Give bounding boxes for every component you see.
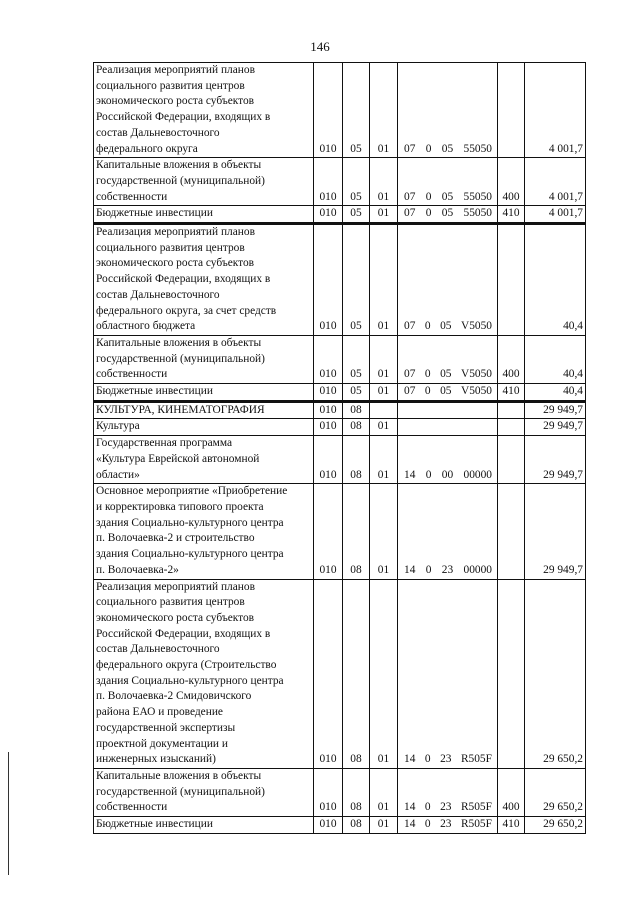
target-direction-code: 55050 — [463, 190, 492, 203]
target-program: 07 — [404, 142, 416, 155]
row-admin-code: 010 — [314, 817, 343, 834]
row-expense-type — [498, 419, 525, 436]
row-subsection-code: 01 — [370, 206, 398, 224]
table-row — [94, 158, 586, 206]
row-subsection-code: 01 — [370, 436, 398, 484]
table-row — [94, 335, 586, 383]
row-name: Капитальные вложения в объекты государственной (муниципальной) собственности — [94, 335, 314, 383]
target-subprogram: 0 — [425, 142, 432, 155]
row-name: Бюджетные инвестиции — [94, 817, 314, 834]
row-section-code: 05 — [343, 158, 370, 206]
target-direction-code: V5050 — [460, 368, 492, 381]
row-admin-code: 010 — [314, 224, 343, 336]
table-row — [94, 206, 586, 224]
target-program: 14 — [404, 818, 416, 831]
row-subsection-code: 01 — [370, 384, 398, 402]
target-subprogram: 0 — [424, 818, 431, 831]
margin-line — [8, 752, 9, 875]
table-row — [94, 401, 586, 419]
row-admin-code: 010 — [314, 579, 343, 768]
row-expense-type: 410 — [498, 817, 525, 834]
row-admin-code: 010 — [314, 484, 343, 579]
row-amount: 4 001,7 — [525, 206, 586, 224]
row-amount: 40,4 — [525, 335, 586, 383]
budget-table — [93, 62, 586, 834]
target-main-event: 23 — [441, 563, 454, 576]
target-direction-code: R505F — [460, 801, 492, 814]
target-program: 14 — [404, 563, 416, 576]
row-target-article — [398, 817, 498, 834]
row-amount: 29 949,7 — [525, 401, 586, 419]
row-expense-type: 410 — [498, 206, 525, 224]
target-main-event: 05 — [440, 385, 452, 398]
row-target-article — [398, 484, 498, 579]
row-expense-type — [498, 63, 525, 158]
row-amount: 4 001,7 — [525, 63, 586, 158]
row-subsection-code: 01 — [370, 335, 398, 383]
target-subprogram: 0 — [424, 320, 431, 333]
row-expense-type: 410 — [498, 384, 525, 402]
row-name: Реализация мероприятий планов социального развития центров экономического роста субъектов Российской Федерации, входящих в состав Дальневосточного федерального округа (Строительство здания Социально-культурного центра п. Волочаевка-2 Смидовичского района ЕАО и проведение государственной экспертизы проектной документации и инженерных изысканий) — [94, 579, 314, 768]
row-name: КУЛЬТУРА, КИНЕМАТОГРАФИЯ — [94, 401, 314, 419]
target-direction-code: 55050 — [463, 207, 492, 220]
row-admin-code: 010 — [314, 436, 343, 484]
row-expense-type — [498, 484, 525, 579]
table-row — [94, 63, 586, 158]
row-amount: 4 001,7 — [525, 158, 586, 206]
target-subprogram: 0 — [425, 207, 432, 220]
row-admin-code: 010 — [314, 158, 343, 206]
table-row — [94, 484, 586, 579]
row-subsection-code: 01 — [370, 419, 398, 436]
row-section-code: 08 — [343, 419, 370, 436]
row-amount: 29 650,2 — [525, 579, 586, 768]
row-subsection-code: 01 — [370, 63, 398, 158]
target-direction-code: R505F — [460, 818, 492, 831]
row-name: Капитальные вложения в объекты государственной (муниципальной) собственности — [94, 768, 314, 816]
row-subsection-code: 01 — [370, 224, 398, 336]
table-row — [94, 419, 586, 436]
table-row — [94, 579, 586, 768]
row-name: Бюджетные инвестиции — [94, 206, 314, 224]
table-row — [94, 817, 586, 834]
row-section-code: 08 — [343, 579, 370, 768]
target-direction-code: 00000 — [463, 563, 492, 576]
row-subsection-code: 01 — [370, 484, 398, 579]
row-target-article — [398, 206, 498, 224]
target-main-event: 23 — [440, 753, 452, 766]
row-name: Реализация мероприятий планов социального развития центров экономического роста субъектов Российской Федерации, входящих в состав Дальневосточного федерального округа, за счет средств областного бюджета — [94, 224, 314, 336]
target-main-event: 05 — [441, 207, 454, 220]
row-section-code: 08 — [343, 484, 370, 579]
row-admin-code: 010 — [314, 63, 343, 158]
row-section-code: 05 — [343, 224, 370, 336]
row-expense-type: 400 — [498, 158, 525, 206]
row-section-code: 05 — [343, 63, 370, 158]
target-direction-code: V5050 — [460, 320, 492, 333]
target-main-event: 23 — [440, 818, 452, 831]
row-name: Основное мероприятие «Приобретение и корректировка типового проекта здания Социально-культурного центра п. Волочаевка-2 и строительство здания Социально-культурного центра п. Волочаевка-2» — [94, 484, 314, 579]
budget-table-body — [94, 63, 586, 834]
row-admin-code: 010 — [314, 384, 343, 402]
row-target-article — [398, 158, 498, 206]
page-number: 146 — [310, 39, 330, 54]
target-subprogram: 0 — [425, 468, 432, 481]
row-name: Реализация мероприятий планов социального развития центров экономического роста субъектов Российской Федерации, входящих в состав Дальневосточного федерального округа — [94, 63, 314, 158]
target-main-event: 23 — [440, 801, 452, 814]
target-program: 07 — [404, 385, 416, 398]
row-name: Государственная программа «Культура Еврейской автономной области» — [94, 436, 314, 484]
target-main-event: 05 — [440, 368, 452, 381]
row-admin-code: 010 — [314, 206, 343, 224]
row-name: Культура — [94, 419, 314, 436]
row-expense-type — [498, 401, 525, 419]
target-direction-code: 00000 — [463, 468, 492, 481]
target-subprogram: 0 — [425, 190, 432, 203]
row-section-code: 08 — [343, 768, 370, 816]
row-section-code: 08 — [343, 436, 370, 484]
row-section-code: 08 — [343, 401, 370, 419]
row-section-code: 08 — [343, 817, 370, 834]
target-subprogram: 0 — [425, 563, 432, 576]
row-expense-type: 400 — [498, 335, 525, 383]
target-main-event: 05 — [441, 142, 454, 155]
table-row — [94, 384, 586, 402]
row-expense-type — [498, 579, 525, 768]
target-direction-code: R505F — [460, 753, 492, 766]
row-target-article — [398, 419, 498, 436]
target-program: 07 — [404, 368, 416, 381]
target-direction-code: 55050 — [463, 142, 492, 155]
row-subsection-code: 01 — [370, 579, 398, 768]
row-name: Капитальные вложения в объекты государственной (муниципальной) собственности — [94, 158, 314, 206]
row-amount: 40,4 — [525, 224, 586, 336]
row-expense-type — [498, 224, 525, 336]
row-subsection-code: 01 — [370, 158, 398, 206]
row-target-article — [398, 401, 498, 419]
target-program: 07 — [404, 207, 416, 220]
row-admin-code: 010 — [314, 419, 343, 436]
target-program: 14 — [404, 753, 416, 766]
row-amount: 29 949,7 — [525, 436, 586, 484]
target-subprogram: 0 — [424, 801, 431, 814]
row-admin-code: 010 — [314, 401, 343, 419]
table-row — [94, 224, 586, 336]
row-name: Бюджетные инвестиции — [94, 384, 314, 402]
row-expense-type: 400 — [498, 768, 525, 816]
row-target-article — [398, 224, 498, 336]
row-amount: 29 650,2 — [525, 817, 586, 834]
row-amount: 40,4 — [525, 384, 586, 402]
row-admin-code: 010 — [314, 768, 343, 816]
row-section-code: 05 — [343, 384, 370, 402]
row-target-article — [398, 768, 498, 816]
target-program: 14 — [404, 468, 416, 481]
row-amount: 29 650,2 — [525, 768, 586, 816]
target-program: 07 — [404, 320, 416, 333]
row-target-article — [398, 63, 498, 158]
row-subsection-code: 01 — [370, 817, 398, 834]
target-subprogram: 0 — [424, 753, 431, 766]
row-target-article — [398, 579, 498, 768]
target-program: 14 — [404, 801, 416, 814]
row-subsection-code — [370, 401, 398, 419]
target-main-event: 05 — [440, 320, 452, 333]
target-main-event: 05 — [441, 190, 454, 203]
target-program: 07 — [404, 190, 416, 203]
row-admin-code: 010 — [314, 335, 343, 383]
target-main-event: 00 — [441, 468, 454, 481]
row-section-code: 05 — [343, 206, 370, 224]
row-target-article — [398, 436, 498, 484]
row-section-code: 05 — [343, 335, 370, 383]
row-target-article — [398, 384, 498, 402]
target-subprogram: 0 — [424, 385, 431, 398]
table-row — [94, 768, 586, 816]
row-expense-type — [498, 436, 525, 484]
row-amount: 29 949,7 — [525, 484, 586, 579]
target-subprogram: 0 — [424, 368, 431, 381]
row-amount: 29 949,7 — [525, 419, 586, 436]
row-subsection-code: 01 — [370, 768, 398, 816]
target-direction-code: V5050 — [460, 385, 492, 398]
table-row — [94, 436, 586, 484]
row-target-article — [398, 335, 498, 383]
